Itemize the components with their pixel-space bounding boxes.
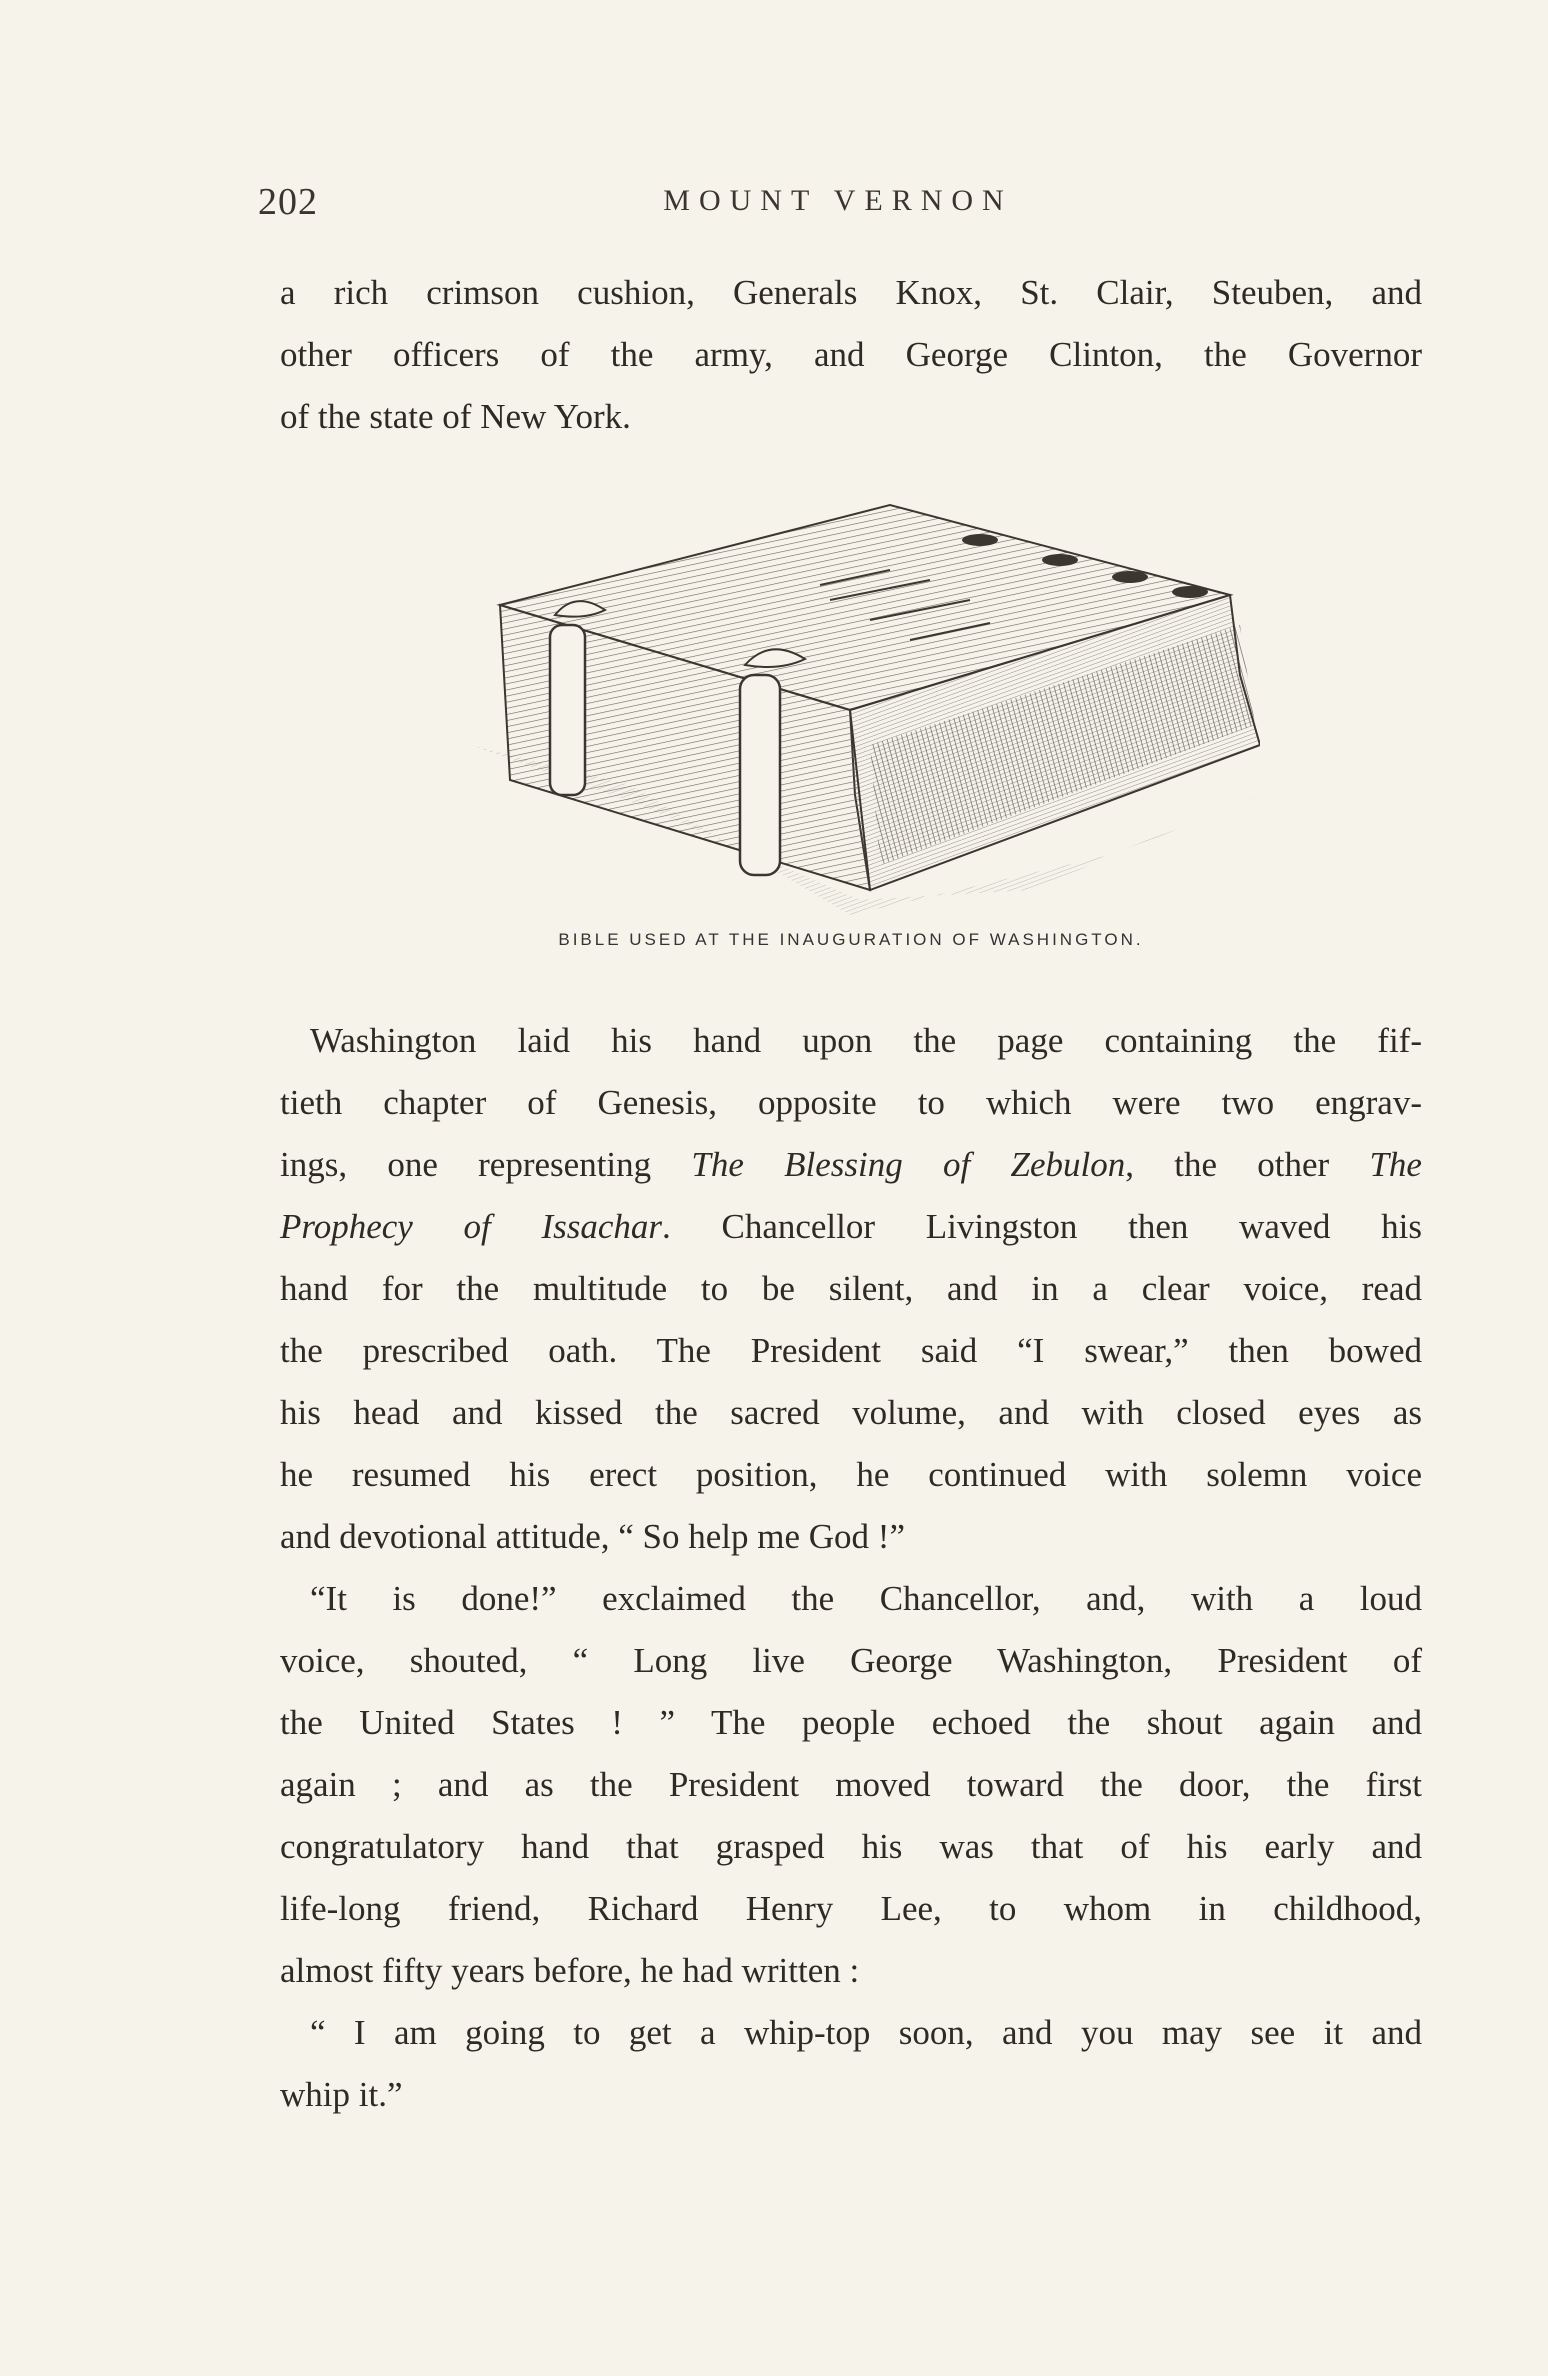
figure-caption: BIBLE USED AT THE INAUGURATION OF WASHINGTON. <box>558 930 1144 949</box>
text-line: other officers of the army, and George Clinton, the Governor <box>280 335 1422 374</box>
text-line: Prophecy of Issachar. Chancellor Livingston then waved his <box>280 1207 1422 1246</box>
text-line: “ I am going to get a whip-top soon, and you may see it and <box>310 2013 1422 2052</box>
italic-title: The Blessing of Zebulon <box>691 1145 1126 1184</box>
text-line: and devotional attitude, “ So help me God !” <box>280 1517 905 1556</box>
text-line: hand for the multitude to be silent, and in a clear voice, read <box>280 1269 1422 1308</box>
italic-title: Prophecy of Issachar <box>280 1207 663 1246</box>
text-line: voice, shouted, “ Long live George Washington, President of <box>280 1641 1422 1680</box>
text-line: the United States ! ” The people echoed the shout again and <box>280 1703 1422 1742</box>
text-line: life-long friend, Richard Henry Lee, to whom in childhood, <box>280 1889 1422 1928</box>
text-line: almost fifty years before, he had written : <box>280 1951 860 1990</box>
running-title: MOUNT VERNON <box>663 184 1013 217</box>
text-line: the prescribed oath. The President said “I swear,” then bowed <box>280 1331 1422 1370</box>
text-line: Washington laid his hand upon the page containing the fif- <box>310 1021 1422 1060</box>
text-line: congratulatory hand that grasped his was that of his early and <box>280 1827 1422 1866</box>
main-text <box>280 1010 1422 2126</box>
page-number: 202 <box>258 181 318 223</box>
text-line: his head and kissed the sacred volume, and with closed eyes as <box>280 1393 1422 1432</box>
bible-illustration <box>470 495 1260 925</box>
text-line: of the state of New York. <box>280 397 631 436</box>
text-line: a rich crimson cushion, Generals Knox, St. Clair, Steuben, and <box>280 273 1422 312</box>
text-line: he resumed his erect position, he continued with solemn voice <box>280 1455 1422 1494</box>
text-line: tieth chapter of Genesis, opposite to which were two engrav- <box>280 1083 1422 1122</box>
text-line: “It is done!” exclaimed the Chancellor, and, with a loud <box>310 1579 1422 1618</box>
running-head <box>258 180 1418 230</box>
text-line: ings, one representing The Blessing of Zebulon, the other The <box>280 1145 1422 1184</box>
text-line: again ; and as the President moved toward the door, the first <box>280 1765 1422 1804</box>
text-line: whip it.” <box>280 2075 403 2114</box>
top-paragraph <box>280 262 1422 448</box>
bible-engraving <box>470 495 1260 925</box>
italic-title: The <box>1369 1145 1422 1184</box>
